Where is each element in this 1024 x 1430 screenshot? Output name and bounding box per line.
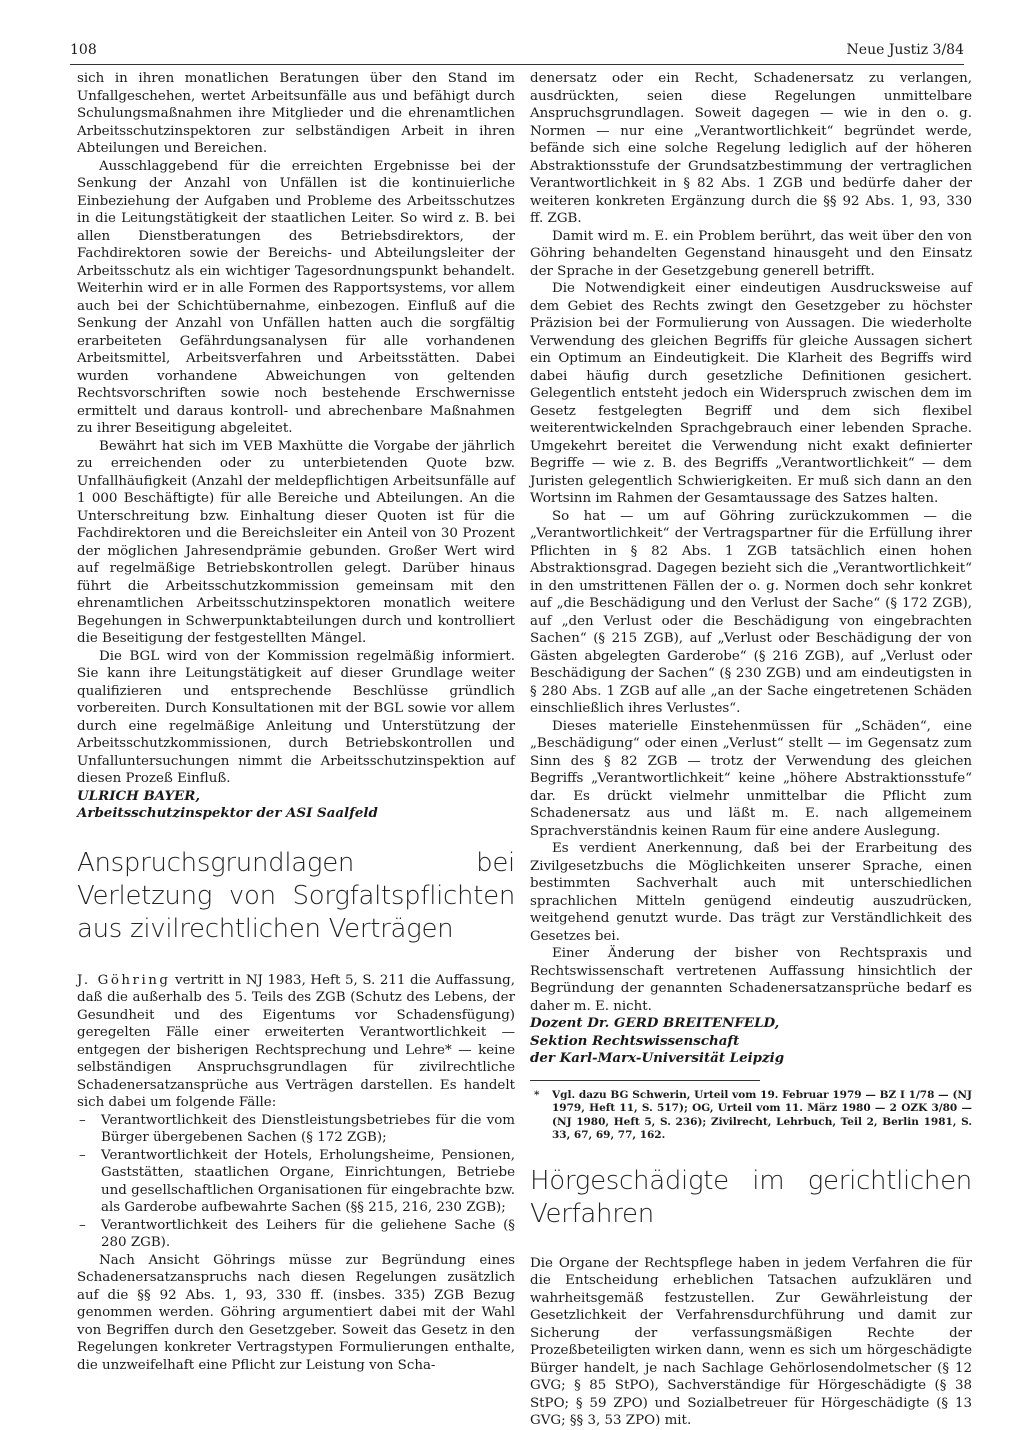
list-item: – Verantwortlichkeit des Dienstleistungsbetriebes für die vom Bürger übergebenen Sachen (§ 172 ZGB); [77, 1112, 515, 1147]
header-rule [70, 64, 964, 65]
list-item: – Verantwortlichkeit der Hotels, Erholungsheime, Pensionen, Gaststätten, staatlichen Organe, Einrichtungen, Betriebe und gesellschaftlichen Organisationen für eingebrachte bzw. als Garderobe aufbewahrte Sachen (§§ 215, 216, 230 ZGB); [77, 1147, 515, 1217]
article-intro [77, 972, 515, 1112]
page-number: 108 [70, 42, 97, 58]
article-heading: Hörgeschädigte im gerichtlichen Verfahren [530, 1165, 972, 1229]
paragraph: Einer Änderung der bisher von Rechtspraxis und Rechtswissenschaft vertretenen Auffassung hinsichtlich der Begründung der genannten Schadenersatzansprüche bedarf es daher m. E. nicht. [530, 946, 972, 1014]
paragraph: Die Organe der Rechtspflege haben in jedem Verfahren die für die Entscheidung erheblichen Tatsachen aufzuklären und wahrheitsgemäß festzustellen. Zur Gewährleistung der Gesetzlichkeit der Verfahrensdurchführung und damit zur Sicherung der verfassungsmäßigen Rechte der Prozeßbeteiligten wirken dann, wenn es sich um hörgeschädigte Bürger handelt, je nach Sachlage Gehörlosendolmetscher (§ 12 GVG; § 85 StPO), Sachverständige für Hörgeschädigte (§ 38 StPO; § 59 ZPO) und Sozialbetreuer für Hörgeschädigte (§ 13 GVG; §§ 3, 53 ZPO) mit. [530, 1255, 972, 1428]
article-intro-text: vertritt in NJ 1983, Heft 5, S. 211 die Auffassung, daß die außerhalb des 5. Teils des ZGB (Schutz des Lebens, der Gesundheit und des Eigentums vor Schadensfügung) geregelten Fälle einer erweiterten Verantwortlichkeit — entgegen der bisherigen Rechtsprechung und Lehre* — keine selbständigen Anspruchsgrundlagen für zivilrechtliche Schadenersatzansprüche aus Verträgen darstellen. Es handelt sich dabei um folgende Fälle: [77, 972, 515, 1110]
footnote-text: Vgl. dazu BG Schwerin, Urteil vom 19. Februar 1979 — BZ I 1/78 — (NJ 1979, Heft 11, S. 517); OG, Urteil vom 11. März 1980 — 2 OZK 3/80 — (NJ 1980, Heft 5, S. 236); Zivilrecht, Lehrbuch, Teil 2, Berlin 1981, S. 33, 67, 69, 77, 162. [552, 1088, 972, 1141]
paragraph: So hat — um auf Göhring zurückzukommen — die „Verantwortlichkeit“ der Vertragspartner für die Erfüllung ihrer Pflichten in § 82 Abs. 1 ZGB tatsächlich einen hohen Abstraktionsgrad. Dagegen bezieht sich die „Verantwortlichkeit“ in den umstrittenen Fällen der o. g. Normen doch sehr konkret auf „die Beschädigung und den Verlust der Sache“ (§ 172 ZGB), auf „den Verlust oder die Beschädigung von eingebrachten Sachen“ (§ 215 ZGB), auf „Verlust oder Beschädigung der von Gästen abgelegten Garderobe“ (§ 216 ZGB), auf „Verlust oder Beschädigung der Sachen“ (§ 230 ZGB) und am eindeutigsten in § 280 Abs. 1 ZGB auf alle „an der Sache eingetretenen Schäden einschließlich ihres Verlustes“. [530, 508, 972, 716]
footnote-rule [530, 1080, 760, 1081]
author-affiliation: der Karl-Marx-Universität Leipzig [530, 1050, 785, 1066]
paragraph: Nach Ansicht Göhrings müsse zur Begründung eines Schadenersatzanspruchs nach diesen Regelungen zusätzlich auf die §§ 92 Abs. 1, 93, 330 ff. (insbes. 335) ZGB Bezug genommen werden. Göhring argumentiert dabei mit der Wahl von Begriffen durch den Gesetzgeber. Soweit das Gesetz in den Regelungen konkreter Vertragstypen Formulierungen enthalte, die unzweifelhaft eine Pflicht zur Leistung von Scha- [77, 1252, 515, 1373]
author-affiliation: Sektion Rechtswissenschaft [530, 1032, 740, 1049]
author-signature: Dozent Dr. GERD BREITENFELD, [530, 1015, 780, 1031]
list-item: – Verantwortlichkeit des Leihers für die geliehene Sache (§ 280 ZGB). [77, 1217, 515, 1252]
left-column [77, 70, 515, 1374]
right-column [530, 70, 972, 1430]
paragraph: Es verdient Anerkennung, daß bei der Erarbeitung des Zivilgesetzbuchs die Möglichkeiten unserer Sprache, einen bestimmten Sachverhalt auch mit unterschiedlichen sprachlichen Mitteln genügend eindeutig auszudrücken, weitgehend genutzt wurde. Das trägt zur Verständlichkeit des Gesetzes bei. [530, 841, 972, 944]
paragraph: sich in ihren monatlichen Beratungen über den Stand im Unfallgeschehen, wertet Arbeitsunfälle aus und befähigt durch Schulungsmaßnahmen ihre Mitglieder und die ehrenamtlichen Arbeitsschutzinspektoren zur selbständigen Arbeit in ihren Abteilungen und Bereichen. [77, 71, 515, 156]
journal-issue: Neue Justiz 3/84 [846, 42, 964, 58]
author-role: Arbeitsschutzinspektor der ASI Saalfeld [77, 805, 378, 821]
footnote-mark: * [534, 1088, 540, 1101]
paragraph: Bewährt hat sich im VEB Maxhütte die Vorgabe der jährlich zu erreichenden oder zu unterbietenden Quote bzw. Unfallhäufigkeit (Anzahl der meldepflichtigen Arbeitsunfälle auf 1 000 Beschäftigte) für alle Bereiche und Abteilungen. An die Unterschreitung bzw. Einhaltung dieser Quoten ist für die Fachdirektoren und die Bereichsleiter ein Anteil von 30 Prozent der möglichen Jahresendprämie gebunden. Großer Wert wird auf regelmäßige Betriebskontrollen gelegt. Darüber hinaus führt die Arbeitsschutzkommission gemeinsam mit den ehrenamtlichen Arbeitsschutzinspektoren monatlich weitere Begehungen in Schwerpunktabteilungen durch und kontrolliert die Beseitigung der festgestellten Mängel. [77, 438, 515, 646]
case-list [77, 1112, 515, 1252]
paragraph: Damit wird m. E. ein Problem berührt, das weit über den von Göhring behandelten Gegenstand hinausgeht und den Einsatz der Sprache in der Gesetzgebung generell betrifft. [530, 228, 972, 279]
paragraph: denersatz oder ein Recht, Schadenersatz zu verlangen, ausdrückten, seien diese Regelungen unmittelbare Anspruchsgrundlagen. Soweit dagegen — wie in den o. g. Normen — nur eine „Verantwortlichkeit“ begründet werde, befände sich eine solche Regelung lediglich auf der höheren Abstraktionsstufe der Grundsatzbestimmung der vertraglichen Verantwortlichkeit in § 82 Abs. 1 ZGB und bedürfe daher der weiteren konkreten Ergänzung durch die §§ 92 Abs. 1, 93, 330 ff. ZGB. [530, 71, 972, 226]
paragraph: Die BGL wird von der Kommission regelmäßig informiert. Sie kann ihre Leitungstätigkeit auf dieser Grundlage weiter qualifizieren und entsprechende Beschlüsse gründlich vorbereiten. Durch Konsultationen mit der BGL sowie vor allem durch eine regelmäßige Anleitung und Unterstützung der Arbeitsschutzkommissionen, durch Betriebskontrollen und Unfalluntersuchungen nimmt die Arbeitsschutzinspektion auf diesen Prozeß Einfluß. [77, 648, 515, 786]
paragraph: Dieses materielle Einstehenmüssen für „Schäden“, eine „Beschädigung“ oder einen „Verlust“ stellt — im Gegensatz zum Sinn des § 82 ZGB — trotz der Verwendung des gleichen Begriffs „Verantwortlichkeit“ keine „höhere Abstraktionsstufe“ dar. Es drückt vielmehr unmittelbar die Pflicht zum Schadenersatz aus und läßt m. E. nach allgemeinem Sprachverständnis keinen Raum für eine andere Auslegung. [530, 718, 972, 839]
author-signature: ULRICH BAYER, [77, 787, 201, 804]
footnote [530, 1089, 972, 1143]
paragraph: Die Notwendigkeit einer eindeutigen Ausdrucksweise auf dem Gebiet des Rechts zwingt den Gesetzgeber zu höchster Präzision bei der Formulierung von Aussagen. Die wiederholte Verwendung des gleichen Begriffs für gleiche Aussagen sichert ein Optimum an Eindeutigkeit. Die Klarheit des Begriffs wird dabei häufig durch gesetzliche Definitionen gesichert. Gelegentlich entsteht jedoch ein Widerspruch zwischen dem im Gesetz festgelegten Begriff und dem sich flexibel weiterentwickelnden Sprachgebrauch einer lebenden Sprache. Umgekehrt bereitet die Verwendung nicht exakt definierter Begriffe — wie z. B. des Begriffs „Verantwortlichkeit“ — dem Juristen gelegentlich Schwierigkeiten. Er muß sich dann an den Wortsinn im Rahmen der Gesamtaussage des Satzes halten. [530, 281, 972, 506]
article-heading: Anspruchsgrundlagen bei Verletzung von Sorgfaltspflichten aus zivilrechtlichen Verträgen [77, 847, 515, 944]
page-header [70, 42, 964, 60]
cited-author: J. Göhring [77, 972, 171, 988]
paragraph: Ausschlaggebend für die erreichten Ergebnisse bei der Senkung der Anzahl von Unfällen ist die kontinuierliche Einbeziehung der Aufgaben und Probleme des Arbeitsschutzes in die Leitungstätigkeit der staatlichen Leiter. So wird z. B. bei allen Dienstberatungen des Betriebsdirektors, der Fachdirektoren sowie der Bereichs- und Abteilungsleiter der Arbeitsschutz als ein wichtiger Tagesordnungspunkt behandelt. Weiterhin wird er in alle Formen des Rapportsystems, vor allem auch bei der Schichtübernahme, einbezogen. Einfluß auf die Senkung der Anzahl von Unfällen hatten auch die sorgfältig erarbeiteten Gefährdungsanalysen für alle vorhandenen Arbeitsmittel, Arbeitsverfahren und Arbeitsstätten. Dabei wurden vorhandene Abweichungen von geltenden Rechtsvorschriften sowie noch bestehende Erschwernisse ermittelt und daraus kontroll- und abrechenbare Maßnahmen zu ihrer Beseitigung abgeleitet. [77, 158, 515, 436]
